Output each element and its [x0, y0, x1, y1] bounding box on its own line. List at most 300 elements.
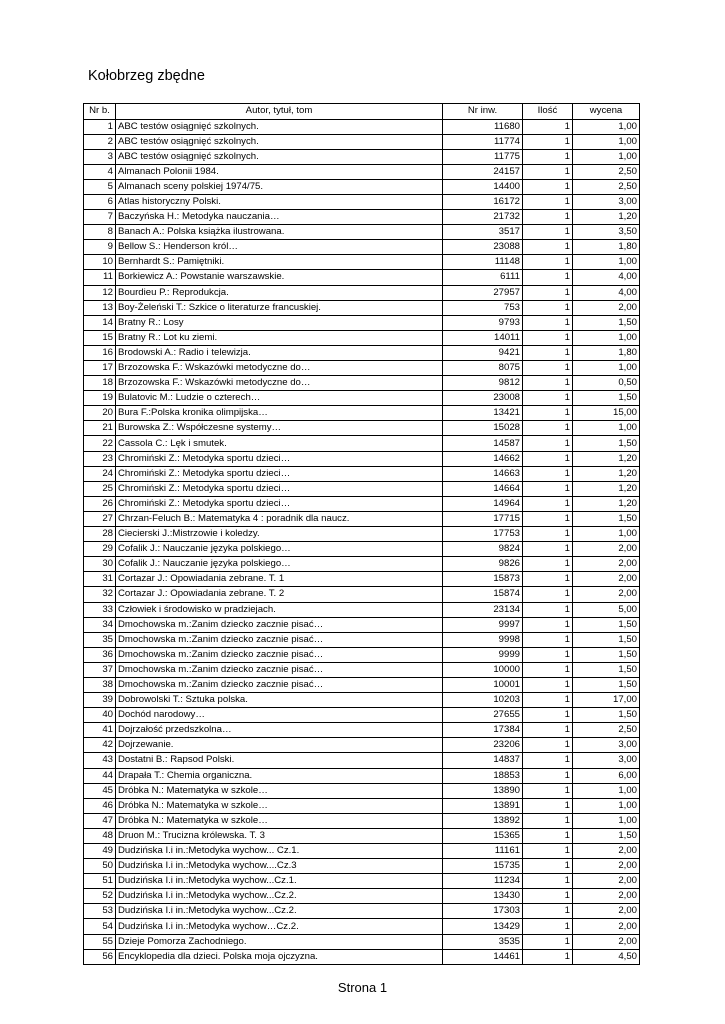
row-valuation: 1,20	[573, 466, 640, 481]
row-valuation: 2,00	[573, 904, 640, 919]
row-inventory-number: 3535	[443, 934, 523, 949]
row-number: 26	[84, 496, 116, 511]
row-quantity: 1	[523, 693, 573, 708]
table-row	[84, 662, 640, 677]
table-row	[84, 647, 640, 662]
row-author-title: Chromiński Z.: Metodyka sportu dzieci…	[116, 466, 443, 481]
table-row	[84, 874, 640, 889]
row-quantity: 1	[523, 723, 573, 738]
table-row	[84, 572, 640, 587]
table-row	[84, 421, 640, 436]
row-author-title: Dmochowska m.:Zanim dziecko zacznie pisać…	[116, 662, 443, 677]
row-valuation: 1,50	[573, 617, 640, 632]
table-row	[84, 255, 640, 270]
row-quantity: 1	[523, 179, 573, 194]
row-author-title: Bura F.:Polska kronika olimpijska…	[116, 406, 443, 421]
row-inventory-number: 11148	[443, 255, 523, 270]
row-number: 55	[84, 934, 116, 949]
table-row	[84, 859, 640, 874]
row-inventory-number: 18853	[443, 768, 523, 783]
row-author-title: Brzozowska F.: Wskazówki metodyczne do…	[116, 376, 443, 391]
row-number: 33	[84, 602, 116, 617]
row-number: 14	[84, 315, 116, 330]
header-nr: Nr b.	[84, 104, 116, 120]
row-inventory-number: 17303	[443, 904, 523, 919]
row-valuation: 1,00	[573, 149, 640, 164]
table-row	[84, 813, 640, 828]
row-number: 42	[84, 738, 116, 753]
row-number: 17	[84, 361, 116, 376]
row-quantity: 1	[523, 632, 573, 647]
row-quantity: 1	[523, 481, 573, 496]
row-author-title: Encyklopedia dla dzieci. Polska moja ojczyzna.	[116, 949, 443, 964]
row-quantity: 1	[523, 919, 573, 934]
row-quantity: 1	[523, 587, 573, 602]
row-quantity: 1	[523, 451, 573, 466]
row-author-title: Banach A.: Polska książka ilustrowana.	[116, 225, 443, 240]
row-inventory-number: 15735	[443, 859, 523, 874]
row-quantity: 1	[523, 300, 573, 315]
row-valuation: 3,00	[573, 753, 640, 768]
row-quantity: 1	[523, 542, 573, 557]
row-inventory-number: 24157	[443, 164, 523, 179]
row-number: 6	[84, 194, 116, 209]
row-valuation: 2,00	[573, 919, 640, 934]
row-quantity: 1	[523, 572, 573, 587]
row-number: 32	[84, 587, 116, 602]
table-row	[84, 768, 640, 783]
row-quantity: 1	[523, 315, 573, 330]
row-valuation: 4,00	[573, 270, 640, 285]
table-row	[84, 602, 640, 617]
row-quantity: 1	[523, 466, 573, 481]
row-number: 21	[84, 421, 116, 436]
row-valuation: 2,00	[573, 889, 640, 904]
row-author-title: Bratny R.: Lot ku ziemi.	[116, 330, 443, 345]
row-inventory-number: 11774	[443, 134, 523, 149]
row-inventory-number: 23206	[443, 738, 523, 753]
row-quantity: 1	[523, 119, 573, 134]
row-inventory-number: 13892	[443, 813, 523, 828]
row-author-title: Dudzińska I.i in.:Metodyka wychow....Cz.3	[116, 859, 443, 874]
row-valuation: 4,00	[573, 285, 640, 300]
row-number: 34	[84, 617, 116, 632]
row-author-title: Brodowski A.: Radio i telewizja.	[116, 345, 443, 360]
row-quantity: 1	[523, 708, 573, 723]
row-inventory-number: 11680	[443, 119, 523, 134]
table-row	[84, 225, 640, 240]
row-author-title: Burowska Z.: Współczesne systemy…	[116, 421, 443, 436]
row-inventory-number: 9997	[443, 617, 523, 632]
table-row	[84, 270, 640, 285]
row-author-title: Dmochowska m.:Zanim dziecko zacznie pisać…	[116, 647, 443, 662]
row-author-title: Cortazar J.: Opowiadania zebrane. T. 2	[116, 587, 443, 602]
row-author-title: ABC testów osiągnięć szkolnych.	[116, 134, 443, 149]
table-row	[84, 738, 640, 753]
row-valuation: 1,00	[573, 783, 640, 798]
row-number: 16	[84, 345, 116, 360]
row-number: 25	[84, 481, 116, 496]
row-quantity: 1	[523, 647, 573, 662]
row-author-title: Człowiek i środowisko w pradziejach.	[116, 602, 443, 617]
row-number: 50	[84, 859, 116, 874]
row-author-title: Atlas historyczny Polski.	[116, 194, 443, 209]
row-valuation: 1,00	[573, 119, 640, 134]
table-row	[84, 194, 640, 209]
table-row	[84, 527, 640, 542]
row-number: 35	[84, 632, 116, 647]
row-number: 2	[84, 134, 116, 149]
row-author-title: Chromiński Z.: Metodyka sportu dzieci…	[116, 481, 443, 496]
table-row	[84, 889, 640, 904]
row-author-title: Almanach Polonii 1984.	[116, 164, 443, 179]
table-row	[84, 481, 640, 496]
row-author-title: Dostatni B.: Rapsod Polski.	[116, 753, 443, 768]
row-inventory-number: 23088	[443, 240, 523, 255]
row-author-title: ABC testów osiągnięć szkolnych.	[116, 149, 443, 164]
header-author-title: Autor, tytuł, tom	[116, 104, 443, 120]
row-number: 3	[84, 149, 116, 164]
row-author-title: Ciecierski J.:Mistrzowie i koledzy.	[116, 527, 443, 542]
row-inventory-number: 14837	[443, 753, 523, 768]
row-quantity: 1	[523, 813, 573, 828]
row-valuation: 1,80	[573, 345, 640, 360]
row-quantity: 1	[523, 874, 573, 889]
row-valuation: 2,00	[573, 587, 640, 602]
row-inventory-number: 9998	[443, 632, 523, 647]
row-inventory-number: 9999	[443, 647, 523, 662]
row-author-title: Drapała T.: Chemia organiczna.	[116, 768, 443, 783]
row-quantity: 1	[523, 406, 573, 421]
row-quantity: 1	[523, 783, 573, 798]
row-number: 40	[84, 708, 116, 723]
row-number: 28	[84, 527, 116, 542]
row-inventory-number: 27957	[443, 285, 523, 300]
row-number: 56	[84, 949, 116, 964]
row-quantity: 1	[523, 255, 573, 270]
row-inventory-number: 13429	[443, 919, 523, 934]
table-row	[84, 134, 640, 149]
row-quantity: 1	[523, 391, 573, 406]
row-inventory-number: 27655	[443, 708, 523, 723]
row-valuation: 2,00	[573, 844, 640, 859]
row-valuation: 3,00	[573, 738, 640, 753]
row-number: 5	[84, 179, 116, 194]
row-author-title: Dochód narodowy…	[116, 708, 443, 723]
row-quantity: 1	[523, 210, 573, 225]
row-author-title: Dudzińska I.i in.:Metodyka wychow...Cz.2.	[116, 889, 443, 904]
row-quantity: 1	[523, 436, 573, 451]
row-author-title: Dmochowska m.:Zanim dziecko zacznie pisać…	[116, 617, 443, 632]
table-row	[84, 496, 640, 511]
row-valuation: 2,00	[573, 557, 640, 572]
row-number: 46	[84, 798, 116, 813]
row-quantity: 1	[523, 844, 573, 859]
row-quantity: 1	[523, 828, 573, 843]
page-footer: Strona 1	[337, 980, 388, 995]
table-row	[84, 436, 640, 451]
row-valuation: 2,00	[573, 874, 640, 889]
row-quantity: 1	[523, 677, 573, 692]
row-inventory-number: 10203	[443, 693, 523, 708]
row-valuation: 6,00	[573, 768, 640, 783]
table-row	[84, 693, 640, 708]
row-quantity: 1	[523, 149, 573, 164]
row-author-title: Cofalik J.: Nauczanie języka polskiego…	[116, 557, 443, 572]
row-valuation: 1,50	[573, 662, 640, 677]
row-quantity: 1	[523, 270, 573, 285]
row-quantity: 1	[523, 934, 573, 949]
row-quantity: 1	[523, 602, 573, 617]
row-inventory-number: 9824	[443, 542, 523, 557]
table-row	[84, 844, 640, 859]
row-author-title: Bulatovic M.: Ludzie o czterech…	[116, 391, 443, 406]
row-valuation: 2,00	[573, 572, 640, 587]
row-quantity: 1	[523, 798, 573, 813]
table-row	[84, 723, 640, 738]
table-row	[84, 285, 640, 300]
row-inventory-number: 10001	[443, 677, 523, 692]
row-quantity: 1	[523, 859, 573, 874]
row-quantity: 1	[523, 662, 573, 677]
row-inventory-number: 14587	[443, 436, 523, 451]
row-number: 20	[84, 406, 116, 421]
row-valuation: 1,00	[573, 527, 640, 542]
row-author-title: Chromiński Z.: Metodyka sportu dzieci…	[116, 451, 443, 466]
row-quantity: 1	[523, 496, 573, 511]
table-row	[84, 149, 640, 164]
row-valuation: 1,00	[573, 361, 640, 376]
row-inventory-number: 9793	[443, 315, 523, 330]
row-author-title: Bernhardt S.: Pamiętniki.	[116, 255, 443, 270]
row-inventory-number: 11775	[443, 149, 523, 164]
row-number: 41	[84, 723, 116, 738]
table-row	[84, 934, 640, 949]
row-author-title: Boy-Żeleński T.: Szkice o literaturze francuskiej.	[116, 300, 443, 315]
row-number: 8	[84, 225, 116, 240]
row-valuation: 1,50	[573, 677, 640, 692]
row-inventory-number: 14964	[443, 496, 523, 511]
row-author-title: Bellow S.: Henderson król…	[116, 240, 443, 255]
row-inventory-number: 13890	[443, 783, 523, 798]
row-number: 52	[84, 889, 116, 904]
table-row	[84, 376, 640, 391]
row-quantity: 1	[523, 511, 573, 526]
row-number: 49	[84, 844, 116, 859]
row-inventory-number: 13430	[443, 889, 523, 904]
row-number: 39	[84, 693, 116, 708]
row-number: 43	[84, 753, 116, 768]
row-number: 53	[84, 904, 116, 919]
row-inventory-number: 14664	[443, 481, 523, 496]
table-row	[84, 391, 640, 406]
table-row	[84, 361, 640, 376]
row-quantity: 1	[523, 225, 573, 240]
table-row	[84, 345, 640, 360]
table-row	[84, 949, 640, 964]
row-quantity: 1	[523, 738, 573, 753]
row-author-title: Baczyńska H.: Metodyka nauczania…	[116, 210, 443, 225]
row-inventory-number: 3517	[443, 225, 523, 240]
row-valuation: 1,20	[573, 496, 640, 511]
row-valuation: 2,00	[573, 542, 640, 557]
row-valuation: 1,00	[573, 255, 640, 270]
row-quantity: 1	[523, 527, 573, 542]
row-valuation: 3,50	[573, 225, 640, 240]
row-valuation: 1,00	[573, 421, 640, 436]
row-valuation: 1,50	[573, 391, 640, 406]
table-row	[84, 919, 640, 934]
document-title: Kołobrzeg zbędne	[88, 68, 205, 84]
row-quantity: 1	[523, 617, 573, 632]
row-inventory-number: 9812	[443, 376, 523, 391]
row-inventory-number: 13421	[443, 406, 523, 421]
row-quantity: 1	[523, 164, 573, 179]
row-inventory-number: 13891	[443, 798, 523, 813]
row-author-title: Brzozowska F.: Wskazówki metodyczne do…	[116, 361, 443, 376]
table-row	[84, 240, 640, 255]
table-row	[84, 179, 640, 194]
row-quantity: 1	[523, 421, 573, 436]
row-valuation: 1,00	[573, 798, 640, 813]
row-inventory-number: 15873	[443, 572, 523, 587]
row-author-title: Dmochowska m.:Zanim dziecko zacznie pisać…	[116, 632, 443, 647]
row-valuation: 1,50	[573, 708, 640, 723]
row-author-title: Dojrzewanie.	[116, 738, 443, 753]
row-quantity: 1	[523, 768, 573, 783]
row-inventory-number: 10000	[443, 662, 523, 677]
row-quantity: 1	[523, 904, 573, 919]
row-author-title: Dróbka N.: Matematyka w szkole…	[116, 798, 443, 813]
table-row	[84, 904, 640, 919]
row-number: 44	[84, 768, 116, 783]
header-quantity: Ilość	[523, 104, 573, 120]
table-row	[84, 451, 640, 466]
row-number: 4	[84, 164, 116, 179]
table-row	[84, 406, 640, 421]
table-row	[84, 753, 640, 768]
row-quantity: 1	[523, 361, 573, 376]
row-number: 24	[84, 466, 116, 481]
row-valuation: 2,50	[573, 723, 640, 738]
row-number: 45	[84, 783, 116, 798]
row-inventory-number: 15028	[443, 421, 523, 436]
row-author-title: Cassola C.: Lęk i smutek.	[116, 436, 443, 451]
table-row	[84, 617, 640, 632]
row-valuation: 1,20	[573, 481, 640, 496]
table-row	[84, 330, 640, 345]
row-number: 31	[84, 572, 116, 587]
row-inventory-number: 9826	[443, 557, 523, 572]
table-row	[84, 511, 640, 526]
row-valuation: 1,20	[573, 210, 640, 225]
row-inventory-number: 14461	[443, 949, 523, 964]
row-valuation: 0,50	[573, 376, 640, 391]
row-valuation: 3,00	[573, 194, 640, 209]
table-row	[84, 466, 640, 481]
row-quantity: 1	[523, 285, 573, 300]
table-row	[84, 783, 640, 798]
row-number: 36	[84, 647, 116, 662]
row-author-title: Dmochowska m.:Zanim dziecko zacznie pisać…	[116, 677, 443, 692]
row-author-title: Bratny R.: Losy	[116, 315, 443, 330]
row-number: 48	[84, 828, 116, 843]
row-inventory-number: 9421	[443, 345, 523, 360]
row-quantity: 1	[523, 376, 573, 391]
row-inventory-number: 14011	[443, 330, 523, 345]
row-valuation: 15,00	[573, 406, 640, 421]
row-inventory-number: 16172	[443, 194, 523, 209]
row-inventory-number: 14663	[443, 466, 523, 481]
row-author-title: Dróbka N.: Matematyka w szkole…	[116, 783, 443, 798]
row-author-title: Chromiński Z.: Metodyka sportu dzieci…	[116, 496, 443, 511]
row-number: 51	[84, 874, 116, 889]
row-valuation: 4,50	[573, 949, 640, 964]
row-number: 9	[84, 240, 116, 255]
row-valuation: 1,50	[573, 315, 640, 330]
row-valuation: 1,50	[573, 511, 640, 526]
row-author-title: Dobrowolski T.: Sztuka polska.	[116, 693, 443, 708]
header-inventory-number: Nr inw.	[443, 104, 523, 120]
row-valuation: 1,50	[573, 632, 640, 647]
row-valuation: 1,20	[573, 451, 640, 466]
row-valuation: 1,00	[573, 134, 640, 149]
row-inventory-number: 753	[443, 300, 523, 315]
row-number: 30	[84, 557, 116, 572]
table-body	[84, 119, 640, 964]
row-quantity: 1	[523, 557, 573, 572]
row-number: 37	[84, 662, 116, 677]
table-row	[84, 315, 640, 330]
row-author-title: Dzieje Pomorza Zachodniego.	[116, 934, 443, 949]
table-row	[84, 119, 640, 134]
table-row	[84, 677, 640, 692]
row-inventory-number: 23008	[443, 391, 523, 406]
row-author-title: Dróbka N.: Matematyka w szkole…	[116, 813, 443, 828]
row-valuation: 1,50	[573, 828, 640, 843]
table-row	[84, 708, 640, 723]
row-inventory-number: 17715	[443, 511, 523, 526]
row-number: 7	[84, 210, 116, 225]
row-author-title: Dudzińska I.i in.:Metodyka wychow…Cz.2.	[116, 919, 443, 934]
row-author-title: Dudzińska I.i in.:Metodyka wychow...Cz.2.	[116, 904, 443, 919]
row-author-title: Bourdieu P.: Reprodukcja.	[116, 285, 443, 300]
row-number: 29	[84, 542, 116, 557]
row-author-title: Dudzińska I.i in.:Metodyka wychow...Cz.1.	[116, 874, 443, 889]
row-number: 27	[84, 511, 116, 526]
table-row	[84, 632, 640, 647]
row-valuation: 2,00	[573, 859, 640, 874]
row-author-title: Almanach sceny polskiej 1974/75.	[116, 179, 443, 194]
row-number: 13	[84, 300, 116, 315]
row-quantity: 1	[523, 194, 573, 209]
row-quantity: 1	[523, 134, 573, 149]
row-number: 19	[84, 391, 116, 406]
row-inventory-number: 21732	[443, 210, 523, 225]
inventory-table	[83, 103, 640, 965]
row-quantity: 1	[523, 949, 573, 964]
row-quantity: 1	[523, 345, 573, 360]
row-number: 15	[84, 330, 116, 345]
row-valuation: 2,50	[573, 179, 640, 194]
row-inventory-number: 8075	[443, 361, 523, 376]
row-valuation: 2,50	[573, 164, 640, 179]
row-number: 1	[84, 119, 116, 134]
row-quantity: 1	[523, 240, 573, 255]
row-author-title: ABC testów osiągnięć szkolnych.	[116, 119, 443, 134]
row-number: 18	[84, 376, 116, 391]
row-author-title: Dojrzałość przedszkolna…	[116, 723, 443, 738]
